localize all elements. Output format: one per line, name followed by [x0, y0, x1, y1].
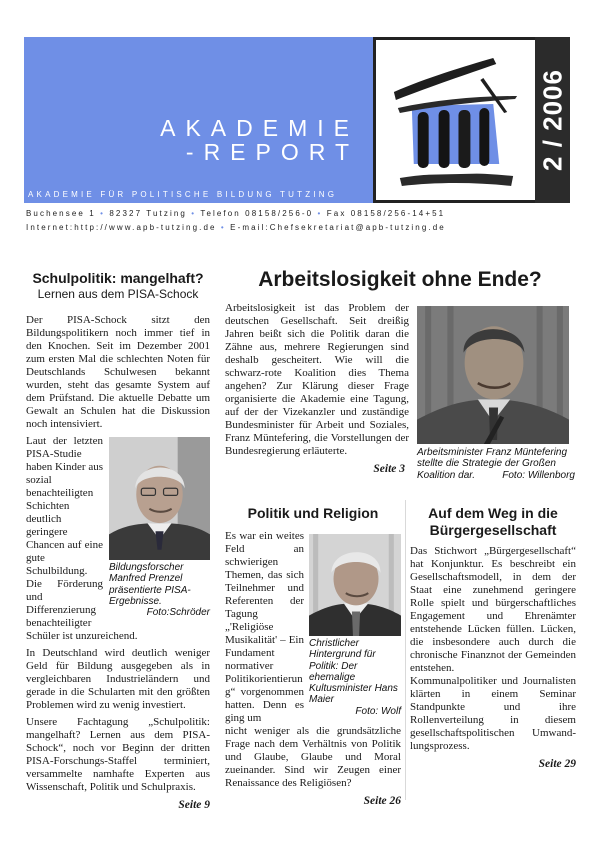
- maier-photo: [309, 534, 401, 636]
- prenzel-caption-text: Bildungsforscher Manfred Prenzel präsentierte PISA-Ergebnisse.: [109, 562, 191, 607]
- buergergesellschaft-title-line2: Bürgergesellschaft: [429, 522, 557, 538]
- masthead-title-line1: AKADEMIE: [160, 115, 359, 141]
- religion-wrap-text: Es war ein weites Feld an schwierigen Themen, das sich Teilnehmer und Referenten der Tagung „'Religiöse Musikalität' – Ein Fundament normativer Politikorientierung“ vorgenommen hatten. Denn es ging um: [225, 530, 304, 724]
- prenzel-photo: [109, 437, 210, 560]
- buergergesellschaft-title: [410, 505, 576, 539]
- buergergesellschaft-paragraph-2: Kommunalpolitiker und Journalisten klärten in einem Seminar Standpunkte und ihre Rollenverteilung in diesem gesellschaftspolitischen Umwand-lungsprozess.: [410, 675, 576, 752]
- arbeitslosigkeit-page-link[interactable]: Seite 3: [373, 463, 405, 475]
- phone: Telefon 08158/256-0: [200, 210, 314, 218]
- muentefering-figure: [417, 306, 575, 481]
- maier-caption-text: Christlicher Hintergrund für Politik: Der ehemalige Kultusminister Hans Maier: [309, 638, 398, 706]
- separator-dot: •: [100, 210, 106, 218]
- schulpolitik-page-link[interactable]: Seite 9: [178, 799, 210, 811]
- column-divider: [405, 500, 406, 800]
- schulpolitik-subtitle: Lernen aus dem PISA-Schock: [37, 287, 199, 301]
- contact-line-1: [26, 210, 574, 218]
- arbeitslosigkeit-title: Arbeitslosigkeit ohne Ende?: [258, 268, 542, 291]
- maier-photo-credit: Foto: Wolf: [355, 705, 401, 717]
- prenzel-photo-credit: Foto:Schröder: [146, 607, 210, 619]
- muentefering-photo: [417, 306, 569, 444]
- muentefering-caption-text: Arbeitsminister Franz Müntefering stellte die Strategie der Großen Koalition dar.: [417, 447, 568, 481]
- address: Buchensee 1: [26, 210, 96, 218]
- website-link[interactable]: Internet:http://www.apb-tutzing.de: [26, 224, 217, 232]
- maier-caption: [309, 638, 401, 717]
- city: 82327 Tutzing: [109, 210, 187, 218]
- religion-rest-text: nicht weniger als die grundsätzliche Frage nach dem Verhältnis von Politik und Glaube, Glaube und Moral zueinander. Sind wir Zeugen einer Renaissance des Religiösen?: [225, 725, 401, 789]
- buergergesellschaft-paragraph-1: Das Stichwort „Bürgergesellschaft“ hat Konjunktur. Es beschreibt ein Gesellschaftsmodell, in dem der Staat eine zunehmend geringere Rolle spielt und bürgerschaftliches Engagement und Ehrenämter entstehende Lücken füllen. Lücken, die insbesondere auch durch die chronische Finanznot der Gemeinden entstehen.: [410, 545, 576, 674]
- prenzel-caption: [109, 562, 210, 618]
- schulpolitik-heading: [26, 270, 210, 302]
- separator-dot: •: [191, 210, 197, 218]
- religion-article: [225, 505, 401, 808]
- schulpolitik-paragraph-3: Unsere Fachtagung „Schulpolitik: mangelhaft? Lernen aus dem PISA-Schock“, noch vor Beginn der dritten PISA-Forschungs-Staffel terminiert, versammelte namhafte Experten aus Wissenschaft, Politik und Schulpraxis.: [26, 716, 210, 793]
- email-link[interactable]: E-mail:Chefsekretariat@apb-tutzing.de: [230, 224, 446, 232]
- arbeitslosigkeit-article: [225, 302, 575, 485]
- arbeitslosigkeit-text: Arbeitslosigkeit ist das Problem der deutschen Gesellschaft. Seit dreißig Jahren beißt sich die Politik daran die Zähne aus, mehrere Regierungen sind deshalb gescheitert. Wie will die schwarz-rote Koalition dies Thema angehen? Zur Klärung dieser Frage organisierte die Akademie eine Tagung, auf der der Vizekanzler und zuständige Bundesminister für Arbeit und Soziales, Franz Müntefering, die Vorstellungen der Bundesregierung erläuterte.: [225, 302, 409, 457]
- separator-dot: •: [220, 224, 226, 232]
- buergergesellschaft-article: [410, 505, 576, 771]
- contact-line-2: [26, 224, 574, 232]
- issue-strip: [535, 37, 570, 203]
- schulpolitik-wrap-text: Laut der letzten PISA-Studie haben Kinder aus sozial benachteiligten Schichten deutlich geringere Chancen auf eine gute Schulbildung. Die Förderung und Differenzierung benachteiligter Schüler ist unzureichend.: [26, 435, 138, 642]
- masthead-title-line2: -REPORT: [185, 139, 359, 165]
- prenzel-figure: [109, 437, 210, 618]
- fax: Fax 08158/256-14+51: [326, 210, 446, 218]
- issue-number: 2 / 2006: [537, 69, 567, 171]
- maier-figure: [309, 534, 401, 717]
- muentefering-caption: [417, 447, 575, 481]
- masthead-subtitle: AKADEMIE FÜR POLITISCHE BILDUNG TUTZING: [28, 190, 338, 199]
- schulpolitik-paragraph-2: In Deutschland wird deutlich weniger Geld für Bildung ausgegeben als in vergleichbaren Industrieländern und gerade in die Schularten mit den größten Problemen wird zu wenig investiert.: [26, 647, 210, 711]
- schulpolitik-title: Schulpolitik: mangelhaft?: [32, 270, 204, 286]
- muentefering-photo-credit: Foto: Willenborg: [502, 469, 575, 481]
- temple-brush-logo-icon: [373, 37, 535, 203]
- schulpolitik-article: [26, 270, 210, 812]
- separator-dot: •: [317, 210, 323, 218]
- buergergesellschaft-page-link[interactable]: Seite 29: [538, 758, 576, 770]
- religion-page-link[interactable]: Seite 26: [363, 795, 401, 807]
- masthead-banner: [24, 37, 373, 203]
- buergergesellschaft-title-line1: Auf dem Weg in die: [428, 505, 558, 521]
- religion-title: Politik und Religion: [247, 505, 379, 521]
- schulpolitik-intro-text: Der PISA-Schock sitzt den Bildungspolitikern noch immer tief in den Knochen. Seit im Dezember 2001 zum ersten Mal die schlechten Noten für Deutschlands Schulwesen bekannt wurden, steht das gesamte System auf dem Prüfstand. Die aktuelle Debatte um Gewalt an Schulen hat die Diskussion noch intensiviert.: [26, 314, 210, 430]
